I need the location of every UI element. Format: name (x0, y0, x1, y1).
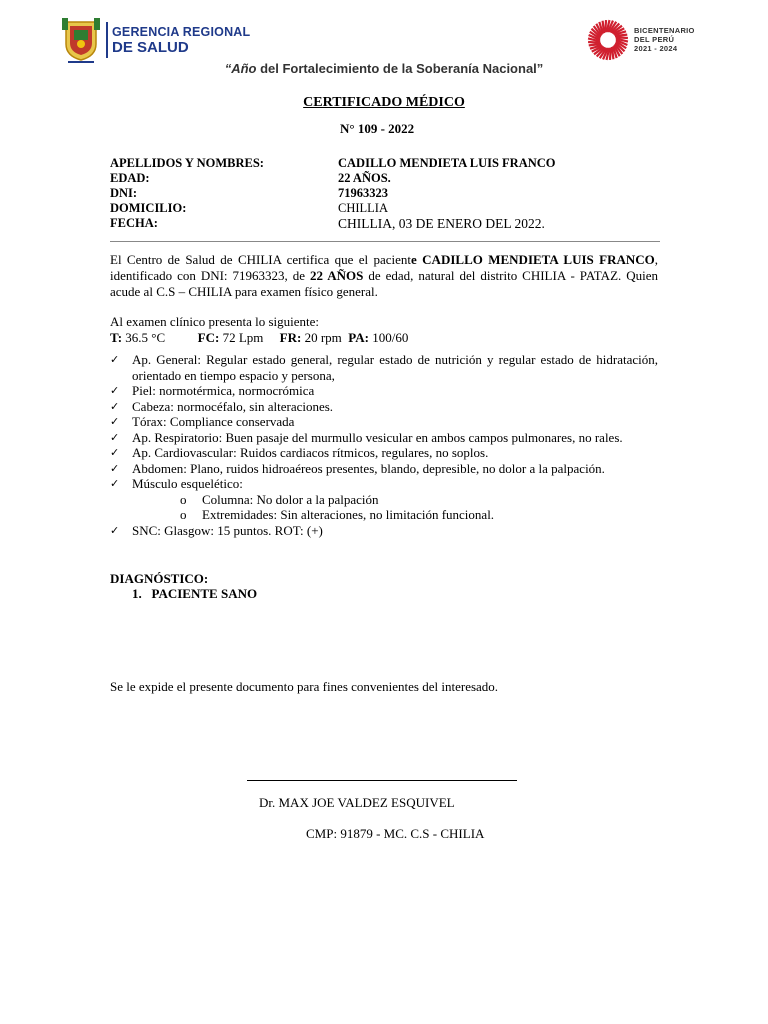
bicentenario-line: DEL PERÚ (634, 35, 675, 44)
vital-signs (110, 330, 408, 346)
checkmark-icon: ✓ (110, 415, 120, 428)
finding-text: Ap. General: Regular estado general, regular estado de nutrición y regular estado de hidratación, orientado en tiempo espacio y persona, (132, 352, 658, 383)
info-label: FECHA: (110, 216, 158, 230)
list-item (110, 414, 658, 430)
checkmark-icon: ✓ (110, 384, 120, 397)
info-value: CHILLIA, 03 DE ENERO DEL 2022. (338, 216, 545, 231)
info-value: CADILLO MENDIETA LUIS FRANCO (338, 156, 556, 170)
list-item (110, 352, 658, 383)
info-label: DNI: (110, 186, 138, 200)
org-name (112, 26, 250, 55)
info-row (110, 216, 556, 231)
signature-line (247, 780, 517, 781)
finding-text: Músculo esquelético: (132, 476, 243, 491)
checkmark-icon: ✓ (110, 353, 120, 366)
vital-value: 36.5 °C (122, 330, 166, 345)
para-text: de edad, natural del distrito CHILIA - PATAZ. Quien acude al C.S – CHILIA para examen físico general. (110, 268, 659, 299)
info-row (110, 156, 556, 171)
list-item (110, 445, 658, 461)
header-divider (106, 22, 108, 58)
info-value: CHILLIA (338, 201, 388, 215)
checkmark-icon: ✓ (110, 477, 120, 490)
list-item (110, 461, 658, 477)
bicentenario-line: BICENTENARIO (634, 26, 695, 35)
year-name-italic: “Año (224, 61, 257, 76)
finding-text: Abdomen: Plano, ruidos hidroaéreos presentes, blando, depresible, no dolor a la palpación. (132, 460, 605, 476)
list-item (110, 523, 658, 539)
signer-name: Dr. MAX JOE VALDEZ ESQUIVEL (259, 795, 455, 810)
para-age: 22 AÑOS (310, 268, 364, 283)
list-item (110, 476, 658, 492)
org-name-line2: DE SALUD (112, 38, 189, 56)
para-patient-name: e CADILLO MENDIETA LUIS FRANCO (411, 252, 655, 267)
finding-text: Tórax: Compliance conservada (132, 414, 295, 429)
sub-finding-text: Columna: No dolor a la palpación (202, 491, 379, 507)
closing-statement: Se le expide el presente documento para fines convenientes del interesado. (110, 679, 499, 694)
info-row (110, 186, 556, 201)
info-label: APELLIDOS Y NOMBRES: (110, 156, 264, 170)
regional-shield-logo (60, 16, 102, 64)
checkmark-icon: ✓ (110, 461, 120, 475)
circle-bullet-icon: o (180, 491, 187, 507)
finding-text: Piel: normotérmica, normocrómica (132, 383, 315, 398)
vital-value: 72 Lpm (219, 330, 264, 345)
exam-intro: Al examen clínico presenta lo siguiente: (110, 314, 320, 329)
bicentenario-line: 2021 - 2024 (634, 44, 678, 53)
checkmark-icon: ✓ (110, 446, 120, 459)
section-divider (110, 241, 660, 242)
vital-label: FR: (279, 330, 302, 345)
checkmark-icon: ✓ (110, 399, 120, 413)
para-text: , identificado con DNI: 71963323, de (110, 252, 658, 283)
bicentenario-logo-icon (586, 18, 630, 62)
diagnosis-item: 1. PACIENTE SANO (132, 586, 258, 601)
certificate-title: CERTIFICADO MÉDICO (303, 95, 465, 110)
bicentenario-text (634, 26, 695, 53)
checkmark-icon: ✓ (110, 430, 120, 444)
info-value: 71963323 (338, 186, 388, 200)
certificate-number: N° 109 - 2022 (340, 121, 415, 136)
vital-label: FC: (197, 330, 220, 345)
info-value: 22 AÑOS. (338, 171, 391, 185)
sub-finding-text: Extremidades: Sin alteraciones, no limitación funcional. (202, 507, 495, 522)
info-row (110, 171, 556, 186)
sub-list-item (110, 507, 658, 523)
vital-value: 100/60 (368, 330, 409, 345)
circle-bullet-icon: o (180, 507, 187, 522)
para-text: El Centro de Salud de CHILIA certifica que el pacient (110, 252, 412, 267)
vital-value: 20 rpm (301, 330, 342, 345)
patient-info (110, 156, 556, 231)
info-row (110, 201, 556, 216)
finding-text: Cabeza: normocéfalo, sin alteraciones. (132, 398, 334, 414)
vital-label: T: (110, 330, 123, 345)
info-label: DOMICILIO: (110, 201, 187, 215)
year-name (0, 61, 768, 76)
sub-list-item (110, 492, 658, 508)
list-item (110, 383, 658, 399)
exam-findings-list (110, 352, 658, 538)
checkmark-icon: ✓ (110, 523, 120, 537)
signer-cmp: CMP: 91879 - MC. C.S - CHILIA (306, 826, 485, 841)
list-item (110, 399, 658, 415)
diagnosis-heading: DIAGNÓSTICO: (110, 571, 209, 586)
finding-text: Ap. Respiratorio: Buen pasaje del murmullo vesicular en ambos campos pulmonares, no rales. (132, 429, 623, 445)
list-item (110, 430, 658, 446)
org-name-line1: GERENCIA REGIONAL (112, 25, 251, 39)
vital-label: PA: (348, 330, 369, 345)
finding-text: SNC: Glasgow: 15 puntos. ROT: (+) (132, 522, 323, 538)
finding-text: Ap. Cardiovascular: Ruidos cardiacos rítmicos, regulares, no soplos. (132, 445, 489, 460)
year-name-rest: del Fortalecimiento de la Soberanía Nacional” (256, 61, 544, 76)
info-label: EDAD: (110, 171, 150, 185)
certification-paragraph (110, 252, 658, 300)
